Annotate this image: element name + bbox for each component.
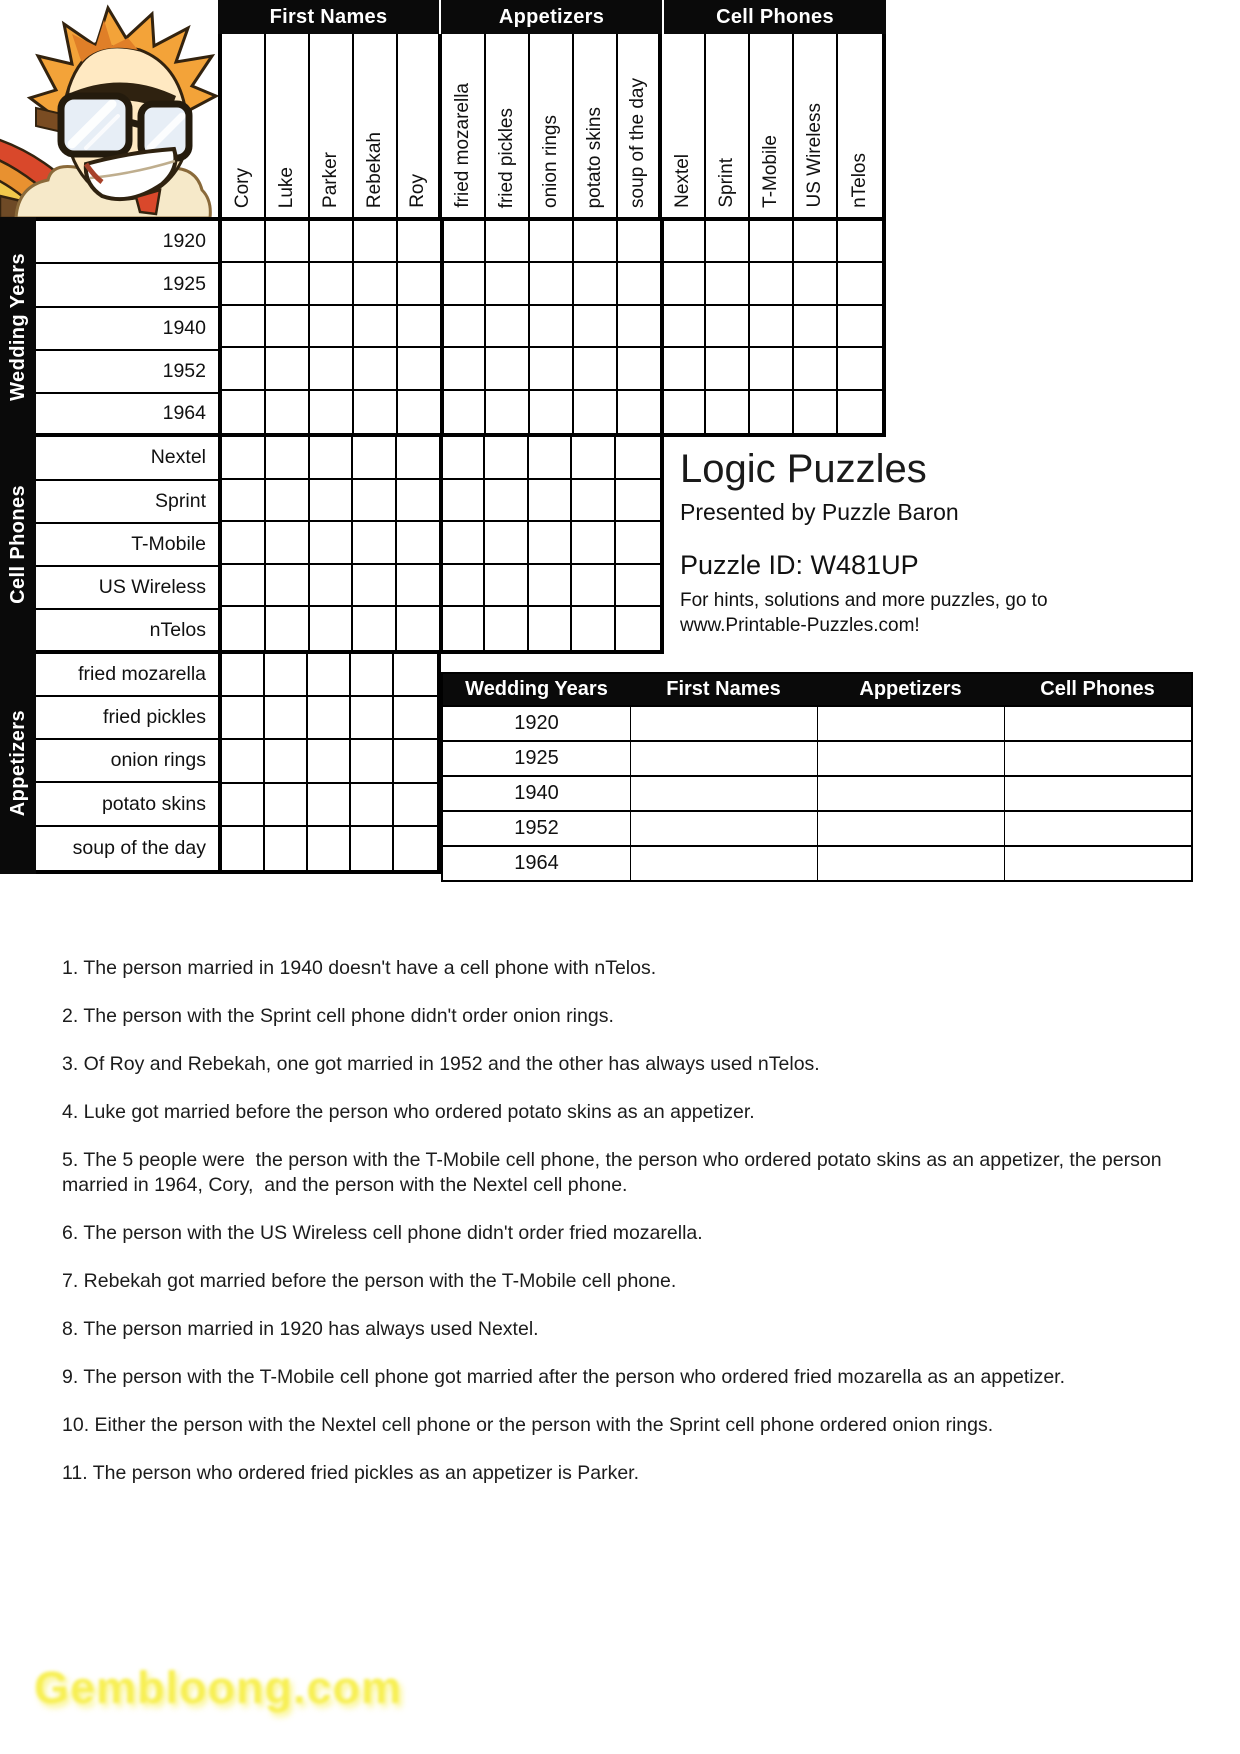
grid-cell[interactable]	[266, 565, 310, 608]
grid-cell[interactable]	[354, 263, 398, 305]
grid-cell[interactable]	[222, 221, 266, 263]
grid-cell[interactable]	[618, 391, 662, 433]
row-label: onion rings	[36, 740, 218, 783]
grid-cell[interactable]	[308, 827, 351, 870]
solution-header-cell-phones: Cell Phones	[1040, 678, 1155, 700]
grid-cell[interactable]	[310, 565, 354, 608]
grid-cell[interactable]	[266, 221, 310, 263]
clue-10: 10. Either the person with the Nextel cell phone or the person with the Sprint cell phone ordered onion rings.	[62, 1414, 994, 1436]
grid-cell[interactable]	[618, 221, 662, 263]
clue-4: 4. Luke got married before the person who ordered potato skins as an appetizer.	[62, 1101, 755, 1123]
column-label	[354, 34, 398, 217]
grid-cell[interactable]	[310, 306, 354, 348]
row-label: Sprint	[36, 481, 218, 524]
grid-cell[interactable]	[351, 740, 394, 783]
grid-cell[interactable]	[266, 263, 310, 305]
grid-cell[interactable]	[397, 437, 441, 480]
grid-cell[interactable]	[308, 654, 351, 697]
grid-cell[interactable]	[398, 391, 442, 433]
grid-cell[interactable]	[397, 480, 441, 523]
grid-cell[interactable]	[442, 221, 486, 263]
column-label-strip	[218, 34, 886, 217]
grid-cell[interactable]	[750, 221, 794, 263]
grid-cell[interactable]	[486, 306, 530, 348]
grid-cell[interactable]	[618, 306, 662, 348]
row-group-strip	[0, 217, 36, 874]
grid-cell[interactable]	[530, 348, 574, 390]
solution-year: 1952	[443, 810, 630, 845]
row-label: T-Mobile	[36, 524, 218, 567]
column-label	[310, 34, 354, 217]
solution-cell[interactable]	[817, 810, 1004, 845]
grid-cell[interactable]	[394, 654, 437, 697]
column-label	[530, 34, 574, 217]
row-group-appetizers	[0, 654, 36, 872]
grid-cell[interactable]	[222, 391, 266, 433]
solution-header-first-names: First Names	[666, 678, 781, 700]
grid-cell[interactable]	[222, 263, 266, 305]
page-subtitle: Presented by Puzzle Baron	[680, 499, 959, 525]
column-label	[662, 34, 706, 217]
grid-cell[interactable]	[529, 437, 573, 480]
clue-3: 3. Of Roy and Rebekah, one got married in 1952 and the other has always used nTelos.	[62, 1053, 820, 1075]
column-label	[486, 34, 530, 217]
grid-cell[interactable]	[442, 391, 486, 433]
grid-cell[interactable]	[354, 306, 398, 348]
grid-cell[interactable]	[397, 565, 441, 608]
grid-cell[interactable]	[485, 607, 529, 650]
grid-cell[interactable]	[838, 348, 882, 390]
column-label-text: onion rings	[540, 115, 562, 208]
grid-cell[interactable]	[265, 784, 308, 827]
solution-header-appetizers: Appetizers	[859, 678, 962, 700]
solution-cell[interactable]	[817, 845, 1004, 880]
grid-cell[interactable]	[662, 263, 706, 305]
grid-cell[interactable]	[222, 522, 266, 565]
grid-cell[interactable]	[441, 565, 485, 608]
grid-cell[interactable]	[265, 654, 308, 697]
grid-cell[interactable]	[838, 221, 882, 263]
solution-year: 1964	[443, 845, 630, 880]
grid-cell[interactable]	[353, 522, 397, 565]
grid-cell[interactable]	[222, 697, 265, 740]
grid-cell[interactable]	[530, 306, 574, 348]
grid-cell[interactable]	[308, 740, 351, 783]
grid-cell[interactable]	[486, 348, 530, 390]
grid-cell[interactable]	[441, 480, 485, 523]
solution-cell[interactable]	[630, 705, 817, 740]
column-label-text: T-Mobile	[760, 135, 782, 208]
hint-text	[680, 588, 1048, 638]
column-label-text: nTelos	[849, 153, 871, 208]
row-label: 1952	[36, 351, 218, 394]
grid-cell[interactable]	[706, 348, 750, 390]
grid-cell[interactable]	[397, 522, 441, 565]
column-label	[838, 34, 882, 217]
solution-table	[441, 672, 1193, 882]
row-label: 1964	[36, 394, 218, 437]
column-label-text: Sprint	[716, 158, 738, 208]
group-divider	[440, 221, 444, 433]
row-group-cell-phones	[0, 436, 36, 652]
page-title: Logic Puzzles	[680, 447, 927, 491]
grid-cell[interactable]	[706, 263, 750, 305]
grid-cell[interactable]	[706, 391, 750, 433]
grid-cell[interactable]	[750, 348, 794, 390]
grid-cell[interactable]	[310, 437, 354, 480]
grid-cell[interactable]	[530, 221, 574, 263]
solution-cell[interactable]	[630, 845, 817, 880]
solution-cell[interactable]	[1004, 810, 1191, 845]
grid-cell[interactable]	[310, 348, 354, 390]
solution-cell[interactable]	[1004, 740, 1191, 775]
column-label-text: Luke	[276, 166, 298, 208]
grid-cell[interactable]	[838, 306, 882, 348]
clue-11: 11. The person who ordered fried pickles as an appetizer is Parker.	[62, 1462, 640, 1484]
website-url: www.Printable-Puzzles.com!	[680, 615, 920, 636]
grid-cell[interactable]	[485, 480, 529, 523]
column-label	[266, 34, 310, 217]
grid-cell[interactable]	[529, 565, 573, 608]
grid-cell[interactable]	[310, 480, 354, 523]
grid-cell[interactable]	[310, 391, 354, 433]
grid-cell[interactable]	[398, 306, 442, 348]
column-label-text: fried mozarella	[452, 83, 474, 208]
grid-block-cell-phones	[218, 433, 664, 654]
row-label: fried pickles	[36, 697, 218, 740]
grid-cell[interactable]	[794, 221, 838, 263]
grid-cell[interactable]	[618, 263, 662, 305]
grid-cell[interactable]	[616, 522, 660, 565]
grid-cell[interactable]	[351, 654, 394, 697]
grid-cell[interactable]	[486, 221, 530, 263]
grid-cell[interactable]	[794, 391, 838, 433]
solution-cell[interactable]	[630, 810, 817, 845]
column-label-text: US Wireless	[804, 103, 826, 208]
grid-cell[interactable]	[616, 565, 660, 608]
grid-cell[interactable]	[266, 348, 310, 390]
grid-cell[interactable]	[574, 221, 618, 263]
column-label	[398, 34, 442, 217]
puzzle-id: Puzzle ID: W481UP	[680, 550, 919, 580]
clue-7: 7. Rebekah got married before the person with the T-Mobile cell phone.	[62, 1270, 677, 1292]
solution-cell[interactable]	[1004, 775, 1191, 810]
grid-cell[interactable]	[485, 522, 529, 565]
grid-cell[interactable]	[266, 437, 310, 480]
clue-5: 5. The 5 people were the person with the T-Mobile cell phone, the person who ordered potato skins as an appetizer, the person married in 1964, Cory, and the person with the Nextel cell phone.	[62, 1149, 1167, 1196]
grid-cell[interactable]	[572, 607, 616, 650]
grid-cell[interactable]	[222, 480, 266, 523]
grid-cell[interactable]	[310, 522, 354, 565]
grid-cell[interactable]	[222, 827, 265, 870]
clue-list	[62, 956, 1212, 1509]
grid-cell[interactable]	[351, 827, 394, 870]
row-label: soup of the day	[72, 836, 206, 859]
column-label-text: fried pickles	[496, 107, 518, 208]
grid-cell[interactable]	[574, 306, 618, 348]
solution-table-header	[443, 674, 1191, 705]
grid-cell[interactable]	[222, 740, 265, 783]
hint-line-1: For hints, solutions and more puzzles, go to	[680, 590, 1048, 611]
grid-cell[interactable]	[353, 437, 397, 480]
column-label	[574, 34, 618, 217]
clue-9: 9. The person with the T-Mobile cell phone got married after the person who ordered fried mozarella as an appetizer.	[62, 1366, 1066, 1388]
grid-cell[interactable]	[351, 697, 394, 740]
grid-cell[interactable]	[222, 437, 266, 480]
grid-cell[interactable]	[441, 437, 485, 480]
grid-cell[interactable]	[838, 263, 882, 305]
grid-cell[interactable]	[222, 306, 266, 348]
row-label: 1925	[36, 264, 218, 307]
solution-year: 1940	[443, 775, 630, 810]
grid-cell[interactable]	[222, 607, 266, 650]
grid-cell[interactable]	[353, 480, 397, 523]
grid-cell[interactable]	[794, 263, 838, 305]
clue-6: 6. The person with the US Wireless cell phone didn't order fried mozarella.	[62, 1222, 703, 1244]
grid-cell[interactable]	[308, 697, 351, 740]
grid-cell[interactable]	[265, 740, 308, 783]
grid-cell[interactable]	[486, 391, 530, 433]
grid-cell[interactable]	[662, 348, 706, 390]
row-group-label: Appetizers	[6, 709, 29, 817]
grid-cell[interactable]	[310, 263, 354, 305]
grid-cell[interactable]	[222, 565, 266, 608]
solution-cell[interactable]	[817, 740, 1004, 775]
grid-cell[interactable]	[353, 565, 397, 608]
row-label-column	[36, 217, 218, 874]
column-label	[222, 34, 266, 217]
group-header-label: Appetizers	[498, 5, 605, 28]
grid-cell[interactable]	[572, 480, 616, 523]
grid-cell[interactable]	[530, 391, 574, 433]
grid-cell[interactable]	[530, 263, 574, 305]
grid-cell[interactable]	[394, 827, 437, 870]
grid-cell[interactable]	[398, 221, 442, 263]
grid-cell[interactable]	[616, 607, 660, 650]
grid-cell[interactable]	[310, 221, 354, 263]
row-label: potato skins	[36, 783, 218, 826]
grid-cell[interactable]	[222, 654, 265, 697]
grid-cell[interactable]	[529, 480, 573, 523]
grid-cell[interactable]	[572, 437, 616, 480]
column-label-text: potato skins	[584, 106, 606, 208]
clue-1: 1. The person married in 1940 doesn't have a cell phone with nTelos.	[62, 957, 657, 979]
grid-cell[interactable]	[572, 565, 616, 608]
grid-cell[interactable]	[574, 263, 618, 305]
grid-cell[interactable]	[442, 306, 486, 348]
row-group-wedding-years	[0, 219, 36, 434]
solution-cell[interactable]	[630, 740, 817, 775]
column-label-text: Cory	[232, 167, 254, 208]
grid-cell[interactable]	[442, 348, 486, 390]
clue-8: 8. The person married in 1920 has always used Nextel.	[62, 1318, 539, 1340]
solution-cell[interactable]	[630, 775, 817, 810]
grid-cell[interactable]	[750, 263, 794, 305]
solution-table-body	[443, 705, 1191, 880]
grid-cell[interactable]	[397, 607, 441, 650]
grid-cell[interactable]	[616, 437, 660, 480]
grid-cell[interactable]	[794, 306, 838, 348]
solution-header-wedding-years: Wedding Years	[465, 678, 608, 700]
grid-cell[interactable]	[265, 827, 308, 870]
column-label	[706, 34, 750, 217]
grid-cell[interactable]	[398, 263, 442, 305]
solution-year: 1920	[443, 705, 630, 740]
column-label-text: Nextel	[672, 154, 694, 208]
grid-cell[interactable]	[266, 522, 310, 565]
grid-cell[interactable]	[572, 522, 616, 565]
grid-cell[interactable]	[574, 348, 618, 390]
row-group-label: Wedding Years	[6, 252, 29, 401]
grid-cell[interactable]	[266, 607, 310, 650]
grid-cell[interactable]	[441, 607, 485, 650]
grid-cell[interactable]	[529, 607, 573, 650]
solution-cell[interactable]	[1004, 705, 1191, 740]
grid-cell[interactable]	[310, 607, 354, 650]
grid-cell[interactable]	[485, 565, 529, 608]
grid-cell[interactable]	[485, 437, 529, 480]
group-divider	[439, 437, 443, 650]
grid-block-wedding-years	[218, 217, 886, 437]
grid-cell[interactable]	[574, 391, 618, 433]
column-label-text: Parker	[320, 152, 342, 208]
grid-cell[interactable]	[354, 391, 398, 433]
column-label	[750, 34, 794, 217]
grid-cell[interactable]	[706, 221, 750, 263]
grid-cell[interactable]	[308, 784, 351, 827]
solution-cell[interactable]	[1004, 845, 1191, 880]
solution-cell[interactable]	[817, 705, 1004, 740]
grid-cell[interactable]	[394, 784, 437, 827]
row-label: 1940	[36, 308, 218, 351]
row-label: nTelos	[36, 610, 218, 653]
column-label-text: Rebekah	[364, 131, 386, 208]
group-header-label: First Names	[269, 5, 388, 28]
grid-cell[interactable]	[266, 306, 310, 348]
grid-cell[interactable]	[354, 348, 398, 390]
puzzle-info-block	[680, 447, 1048, 638]
grid-cell[interactable]	[750, 391, 794, 433]
watermark: Gembloong.com	[34, 1662, 403, 1713]
grid-cell[interactable]	[616, 480, 660, 523]
column-label	[442, 34, 486, 217]
column-label-text: Roy	[407, 174, 429, 208]
grid-cell[interactable]	[353, 607, 397, 650]
group-divider	[660, 221, 664, 433]
group-header-label: Cell Phones	[716, 5, 834, 28]
puzzle-baron-mascot-illustration	[0, 0, 218, 218]
row-label: fried mozarella	[36, 654, 218, 697]
grid-cell[interactable]	[529, 522, 573, 565]
row-label: 1920	[36, 221, 218, 264]
grid-cell[interactable]	[398, 348, 442, 390]
grid-cell[interactable]	[442, 263, 486, 305]
grid-cell[interactable]	[662, 391, 706, 433]
solution-year: 1925	[443, 740, 630, 775]
grid-cell[interactable]	[265, 697, 308, 740]
clue-2: 2. The person with the Sprint cell phone didn't order onion rings.	[62, 1005, 614, 1027]
column-label	[618, 34, 662, 217]
grid-cell[interactable]	[351, 784, 394, 827]
grid-cell[interactable]	[394, 740, 437, 783]
grid-cell[interactable]	[486, 263, 530, 305]
grid-cell[interactable]	[750, 306, 794, 348]
grid-cell[interactable]	[662, 306, 706, 348]
column-label	[794, 34, 838, 217]
grid-cell[interactable]	[354, 221, 398, 263]
grid-cell[interactable]	[662, 221, 706, 263]
column-group-header-cell-phones	[664, 0, 886, 34]
row-label: US Wireless	[36, 567, 218, 610]
grid-cell[interactable]	[838, 391, 882, 433]
grid-cell[interactable]	[222, 784, 265, 827]
row-label: Nextel	[36, 437, 218, 480]
grid-cell[interactable]	[266, 480, 310, 523]
grid-cell[interactable]	[266, 391, 310, 433]
column-group-header-first-names	[218, 0, 439, 34]
row-group-label: Cell Phones	[6, 484, 29, 604]
grid-cell[interactable]	[441, 522, 485, 565]
grid-cell[interactable]	[794, 348, 838, 390]
grid-cell[interactable]	[618, 348, 662, 390]
column-label-text: soup of the day	[627, 78, 649, 208]
solution-cell[interactable]	[817, 775, 1004, 810]
column-group-header-appetizers	[441, 0, 662, 34]
grid-cell[interactable]	[222, 348, 266, 390]
grid-cell[interactable]	[394, 697, 437, 740]
grid-block-appetizers	[218, 650, 441, 874]
grid-cell[interactable]	[706, 306, 750, 348]
